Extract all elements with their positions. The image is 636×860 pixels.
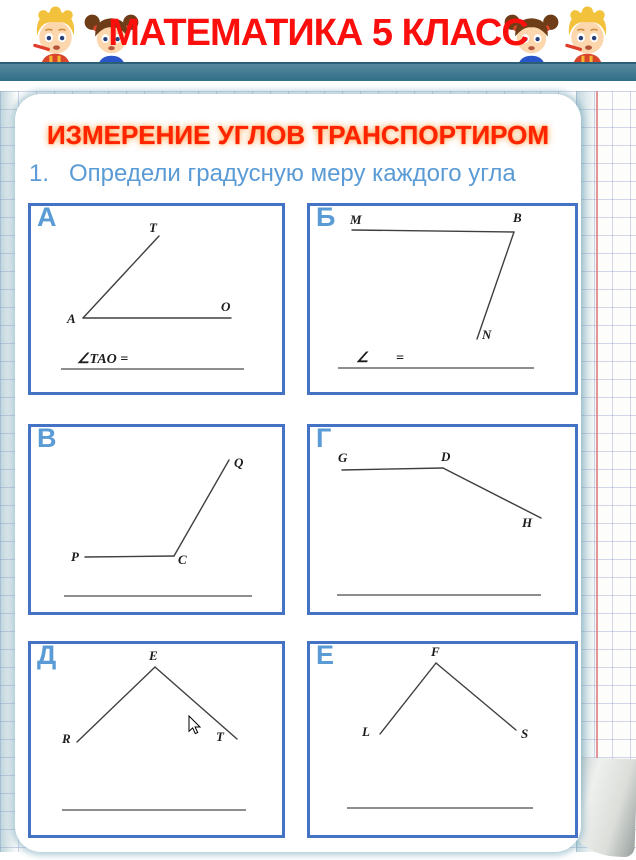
point-label-T: T — [149, 220, 157, 235]
exercise-box-Г — [307, 424, 578, 615]
point-label-B: B — [513, 210, 522, 225]
angle-diagram-В — [31, 427, 282, 612]
exercise-box-Е — [307, 641, 578, 838]
banner-title: МАТЕМАТИКА 5 КЛАСС — [108, 12, 528, 54]
angle-diagram-А — [31, 206, 282, 392]
answer-prefix: ∠ — [356, 351, 369, 366]
worksheet-heading: ИЗМЕРЕНИЕ УГЛОВ ТРАНСПОРТИРОМ — [46, 120, 550, 150]
task-number: 1. — [29, 160, 50, 187]
angle-diagram-Е — [310, 644, 575, 835]
box-label-Д: Д — [37, 640, 57, 670]
box-label-А: А — [37, 202, 57, 232]
point-label-O: O — [221, 299, 231, 314]
exercise-box-А — [28, 203, 285, 395]
task-line — [29, 160, 516, 188]
exercise-box-Д — [28, 641, 285, 838]
point-label-P: P — [71, 549, 79, 564]
point-label-C: C — [178, 552, 187, 567]
header-banner — [0, 0, 636, 91]
point-label-D: D — [441, 449, 451, 464]
point-label-S: S — [521, 726, 529, 741]
point-label-H: H — [522, 515, 533, 530]
angle-diagram-Б — [310, 206, 575, 392]
exercise-box-Б — [307, 203, 578, 395]
exercise-box-В — [28, 424, 285, 615]
worksheet-panel — [15, 94, 581, 852]
banner-teal-bar — [0, 62, 636, 81]
mouse-cursor-icon — [189, 716, 200, 734]
point-label-L: L — [362, 724, 370, 739]
point-label-Q: Q — [234, 455, 244, 470]
point-label-N: N — [482, 327, 492, 342]
box-label-Б: Б — [316, 202, 336, 232]
angle-diagram-Д — [31, 644, 282, 835]
box-label-В: В — [37, 423, 57, 453]
task-text: Определи градусную меру каждого угла — [69, 160, 516, 187]
point-label-E: E — [149, 648, 158, 663]
point-label-G: G — [338, 450, 348, 465]
point-label-F: F — [431, 644, 440, 659]
point-label-T: T — [216, 729, 224, 744]
point-label-M: M — [350, 212, 362, 227]
angle-diagram-Г — [310, 427, 575, 612]
answer-prefix: = — [396, 351, 404, 366]
answer-prefix: ∠TAO = — [77, 352, 129, 367]
box-label-Г: Г — [316, 423, 332, 453]
point-label-A: A — [67, 311, 76, 326]
box-label-Е: Е — [316, 640, 335, 670]
point-label-R: R — [62, 731, 71, 746]
banner-railing — [0, 81, 636, 93]
